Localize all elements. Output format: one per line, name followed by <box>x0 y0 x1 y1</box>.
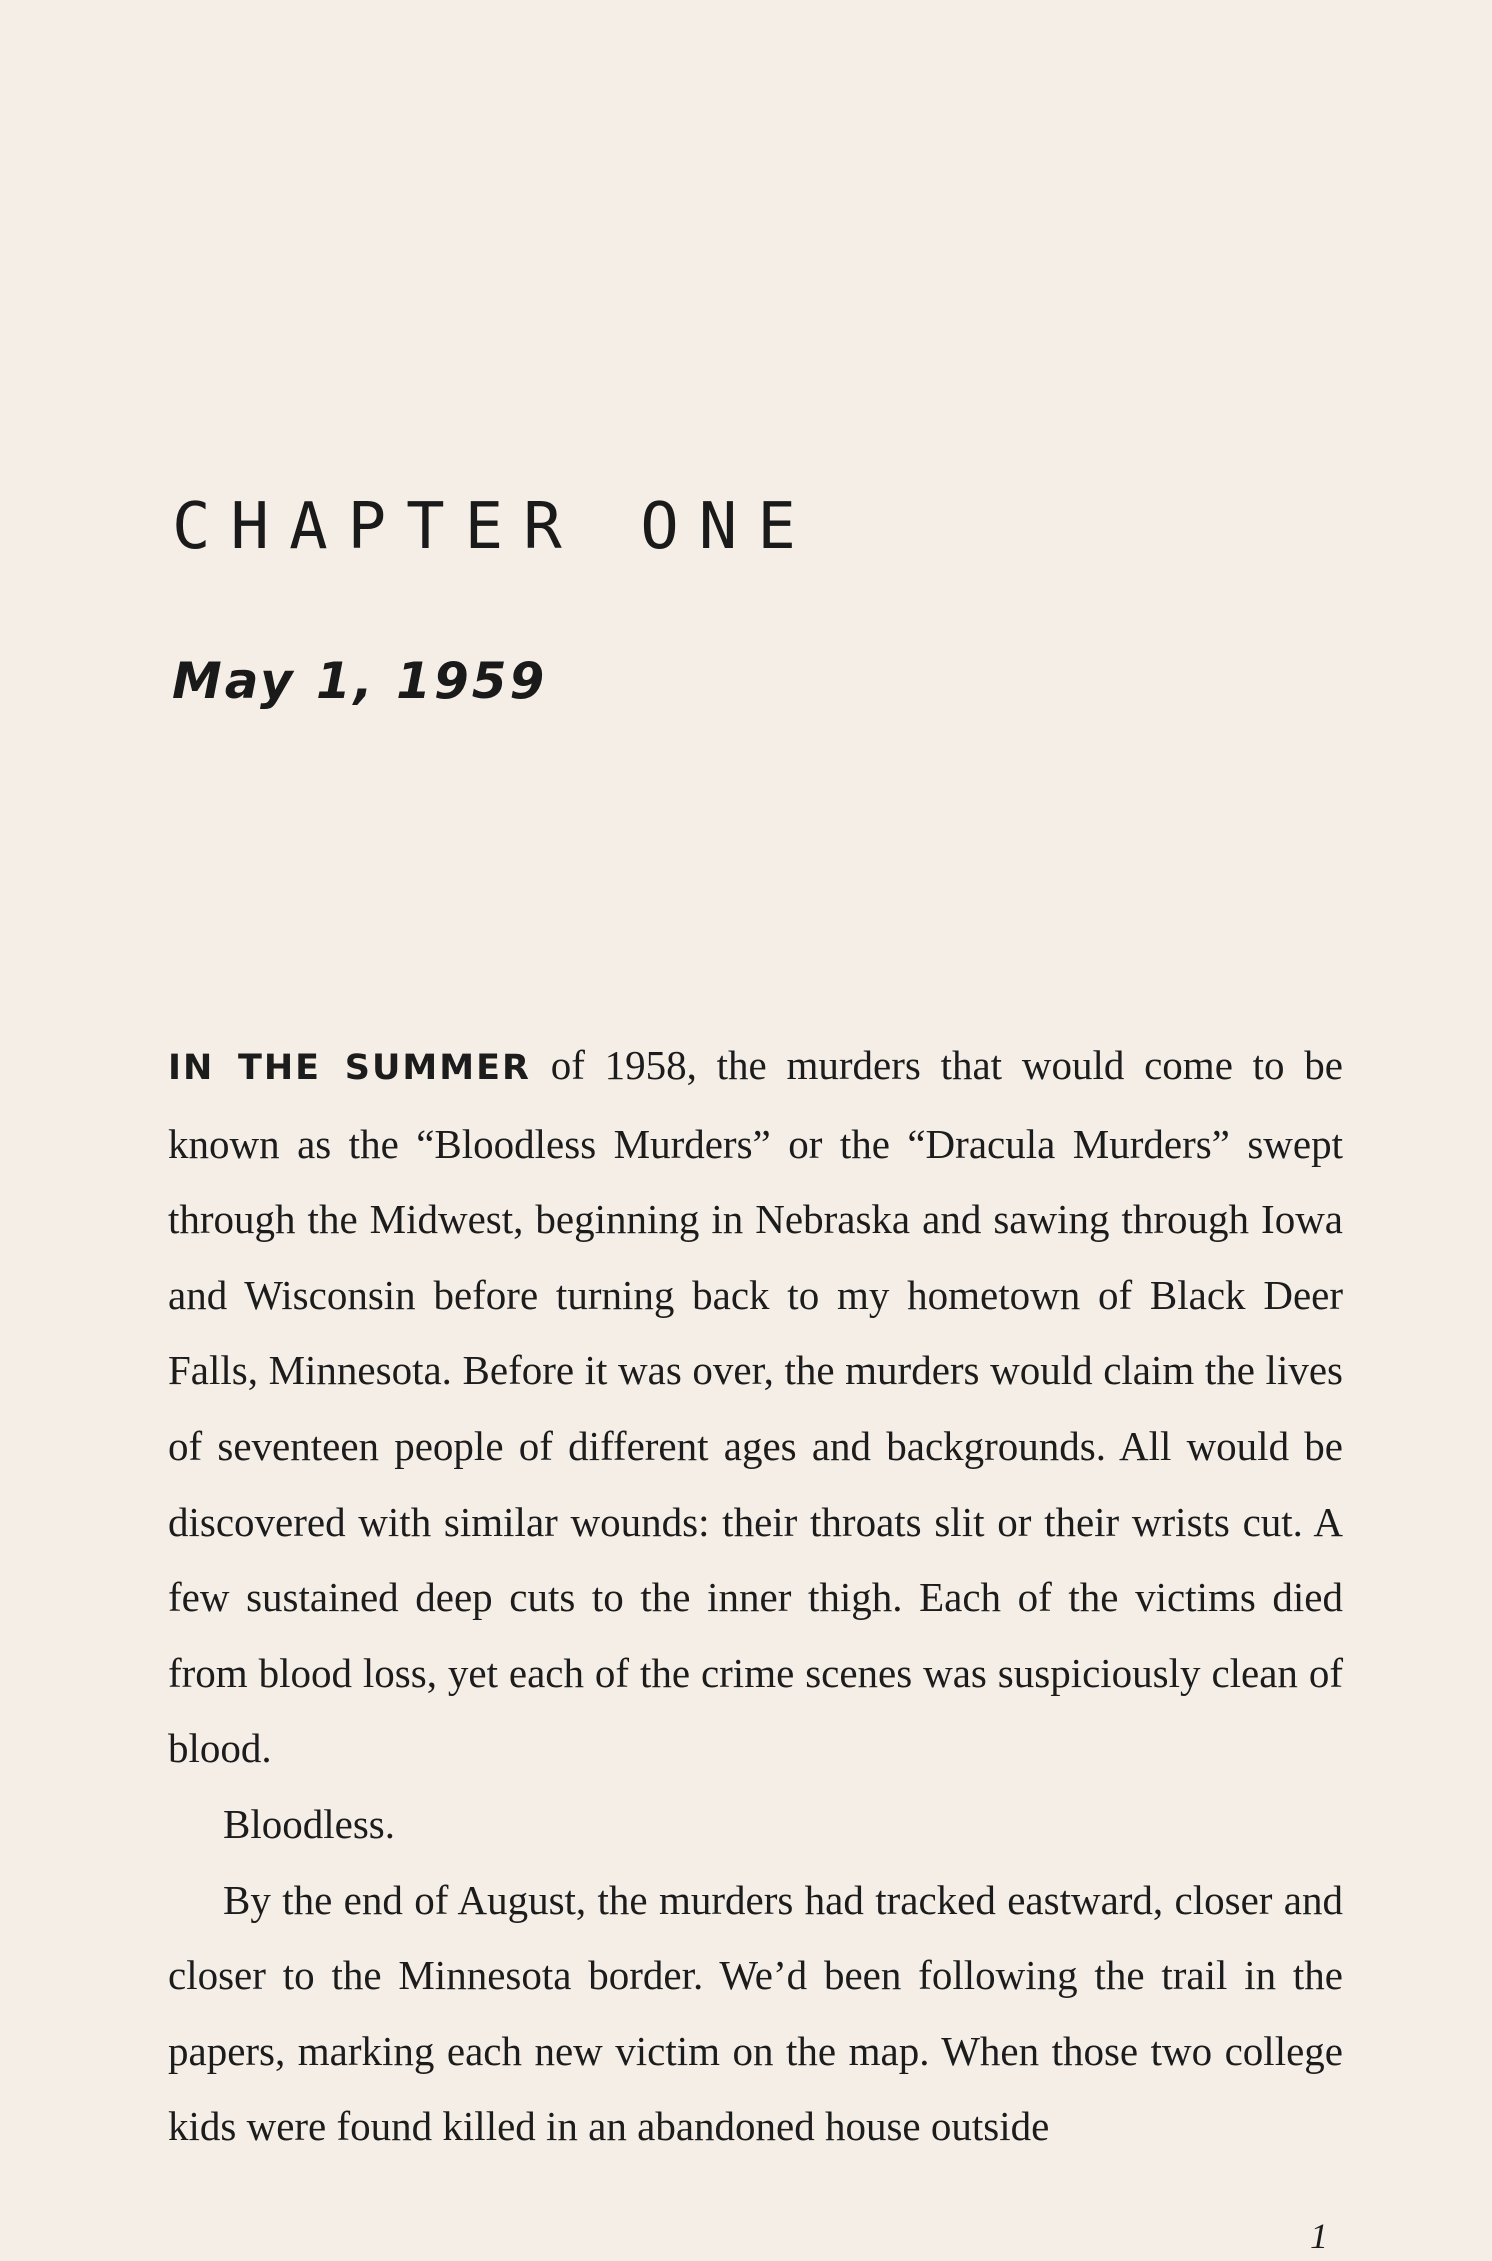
paragraph-1 <box>168 1028 1343 1787</box>
paragraph-1-text: of 1958, the murders that would come to be known as the “Bloodless Murders” or the “Dracula Murders” swept through the Midwest, beginning in Nebraska and sawing through Iowa and Wisconsin before turning back to my hometown of Black Deer Falls, Minnesota. Before it was over, the murders would claim the lives of seventeen people of different ages and backgrounds. All would be discovered with similar wounds: their throats slit or their wrists cut. A few sustained deep cuts to the inner thigh. Each of the victims died from blood loss, yet each of the crime scenes was suspiciously clean of blood. <box>168 1042 1344 1772</box>
paragraph-2: Bloodless. <box>223 1800 395 1847</box>
chapter-title: CHAPTER ONE <box>172 490 816 564</box>
body-text <box>168 1028 1343 2165</box>
page-number: 1 <box>1310 2216 1328 2256</box>
chapter-date: May 1, 1959 <box>172 652 548 710</box>
lead-in-small-caps: IN THE SUMMER <box>168 1048 531 1088</box>
paragraph-3: By the end of August, the murders had tracked eastward, closer and closer to the Minnesota border. We’d been following the trail in the papers, marking each new victim on the map. When those two college kids were found killed in an abandoned house outside <box>168 1876 1343 2150</box>
